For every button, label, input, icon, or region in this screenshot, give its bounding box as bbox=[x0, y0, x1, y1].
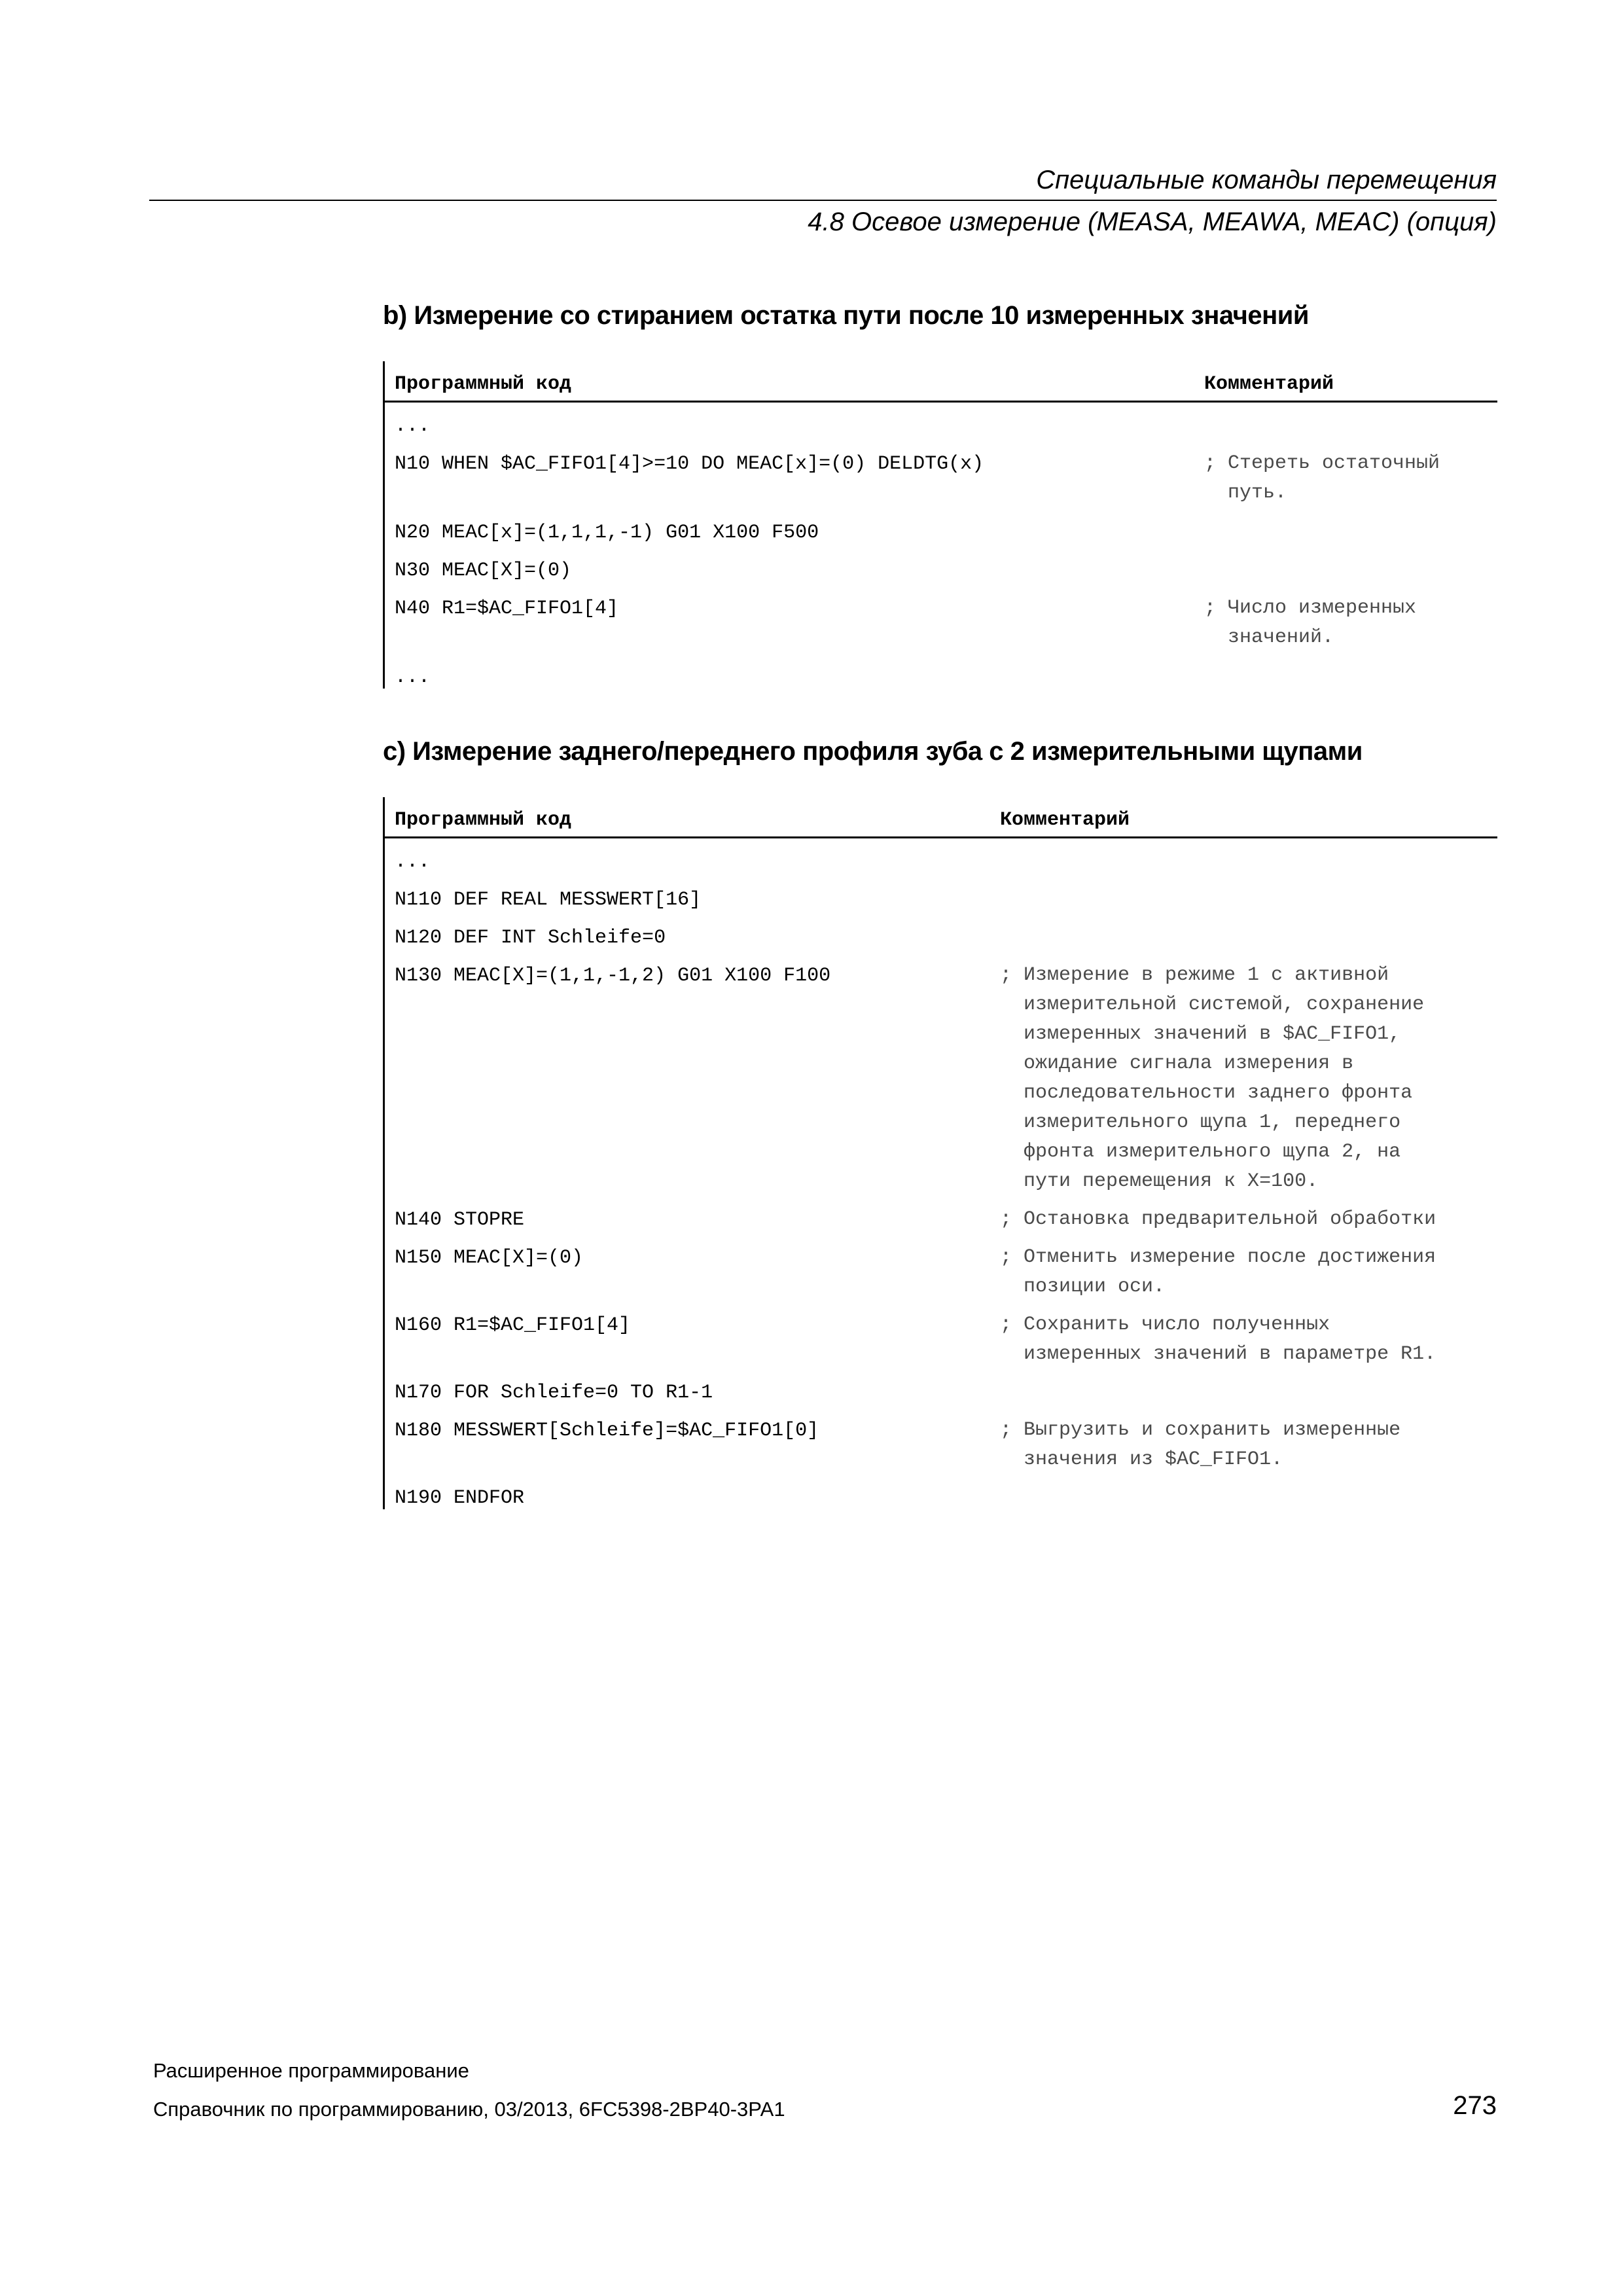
comment-line: ожидание сигнала измерения в bbox=[1000, 1052, 1354, 1075]
table-row bbox=[385, 415, 1497, 453]
comment-line: ; Отменить измерение после достижения bbox=[1000, 1246, 1436, 1268]
comment-line: ; Выгрузить и сохранить измеренные bbox=[1000, 1419, 1401, 1441]
comment-line: измерительной системой, сохранение bbox=[1000, 994, 1425, 1016]
comment-line: измерительного щупа 1, переднего bbox=[1000, 1111, 1401, 1134]
page-number: 273 bbox=[1453, 2091, 1497, 2120]
code-line: N150 MEAC[X]=(0) bbox=[395, 1247, 584, 1269]
code-line: N120 DEF INT Schleife=0 bbox=[395, 927, 666, 949]
code-line: N180 MESSWERT[Schleife]=$AC_FIFO1[0] bbox=[395, 1420, 819, 1442]
comment-line: значений. bbox=[1204, 626, 1334, 649]
section-b-title: b) Измерение со стиранием остатка пути после 10 измеренных значений bbox=[383, 301, 1309, 330]
table-row bbox=[385, 453, 1497, 522]
table-row bbox=[385, 1209, 1497, 1247]
header-chapter: Специальные команды перемещения bbox=[1036, 166, 1497, 194]
section-b-table bbox=[383, 361, 1497, 689]
comment-line: пути перемещения к X=100. bbox=[1000, 1170, 1319, 1193]
column-header-comment: Комментарий bbox=[1204, 373, 1334, 395]
table-row bbox=[385, 666, 1497, 704]
comment-line: ; Сохранить число полученных bbox=[1000, 1314, 1330, 1336]
comment-line: путь. bbox=[1204, 482, 1287, 504]
code-comment bbox=[1000, 961, 1424, 1196]
column-header-code: Программный код bbox=[395, 373, 572, 395]
section-c-title: c) Измерение заднего/переднего профиля зуба с 2 измерительными щупами bbox=[383, 737, 1363, 766]
table-row bbox=[385, 1314, 1497, 1382]
table-row bbox=[385, 1487, 1497, 1525]
table-row bbox=[385, 1382, 1497, 1420]
code-comment bbox=[1204, 449, 1440, 508]
table-row bbox=[385, 598, 1497, 666]
header-section: 4.8 Осевое измерение (MEASA, MEAWA, MEAC) (опция) bbox=[808, 207, 1497, 236]
code-line: N140 STOPRE bbox=[395, 1209, 525, 1231]
code-line: N190 ENDFOR bbox=[395, 1487, 525, 1509]
code-line: N170 FOR Schleife=0 TO R1-1 bbox=[395, 1382, 713, 1404]
comment-line: ; Число измеренных bbox=[1204, 597, 1417, 619]
comment-line: измеренных значений в $AC_FIFO1, bbox=[1000, 1023, 1401, 1045]
code-line: N110 DEF REAL MESSWERT[16] bbox=[395, 889, 702, 911]
column-header-comment: Комментарий bbox=[1000, 809, 1130, 831]
comment-line: последовательности заднего фронта bbox=[1000, 1082, 1413, 1104]
code-line: ... bbox=[395, 666, 431, 689]
section-c-table bbox=[383, 797, 1497, 1509]
table-row bbox=[385, 1247, 1497, 1314]
code-line: ... bbox=[395, 415, 431, 437]
table-row bbox=[385, 522, 1497, 560]
code-comment bbox=[1000, 1310, 1436, 1369]
comment-line: измеренных значений в параметре R1. bbox=[1000, 1343, 1436, 1365]
header-rule bbox=[149, 200, 1497, 201]
table-header bbox=[385, 361, 1497, 403]
table-header bbox=[385, 797, 1497, 838]
comment-line: значения из $AC_FIFO1. bbox=[1000, 1448, 1283, 1471]
table-row bbox=[385, 851, 1497, 889]
table-row bbox=[385, 927, 1497, 965]
footer-book-title: Расширенное программирование bbox=[153, 2059, 469, 2082]
code-comment bbox=[1000, 1205, 1436, 1234]
table-row bbox=[385, 965, 1497, 1209]
code-line: N30 MEAC[X]=(0) bbox=[395, 560, 572, 582]
comment-line: позиции оси. bbox=[1000, 1276, 1166, 1298]
code-line: ... bbox=[395, 851, 431, 873]
comment-line: ; Остановка предварительной обработки bbox=[1000, 1208, 1436, 1230]
footer-reference: Справочник по программированию, 03/2013, 6FC5398-2BP40-3PA1 bbox=[153, 2098, 785, 2121]
column-header-code: Программный код bbox=[395, 809, 572, 831]
comment-line: фронта измерительного щупа 2, на bbox=[1000, 1141, 1401, 1163]
table-row bbox=[385, 1420, 1497, 1487]
code-line: N10 WHEN $AC_FIFO1[4]>=10 DO MEAC[x]=(0) DELDTG(x) bbox=[395, 453, 984, 475]
code-line: N20 MEAC[x]=(1,1,1,-1) G01 X100 F500 bbox=[395, 522, 819, 544]
code-comment bbox=[1204, 594, 1416, 653]
comment-line: ; Стереть остаточный bbox=[1204, 452, 1440, 475]
code-line: N40 R1=$AC_FIFO1[4] bbox=[395, 598, 619, 620]
code-line: N160 R1=$AC_FIFO1[4] bbox=[395, 1314, 631, 1336]
table-row bbox=[385, 889, 1497, 927]
code-comment bbox=[1000, 1243, 1436, 1302]
code-comment bbox=[1000, 1416, 1400, 1475]
comment-line: ; Измерение в режиме 1 с активной bbox=[1000, 964, 1389, 986]
table-row bbox=[385, 560, 1497, 598]
code-line: N130 MEAC[X]=(1,1,-1,2) G01 X100 F100 bbox=[395, 965, 831, 987]
